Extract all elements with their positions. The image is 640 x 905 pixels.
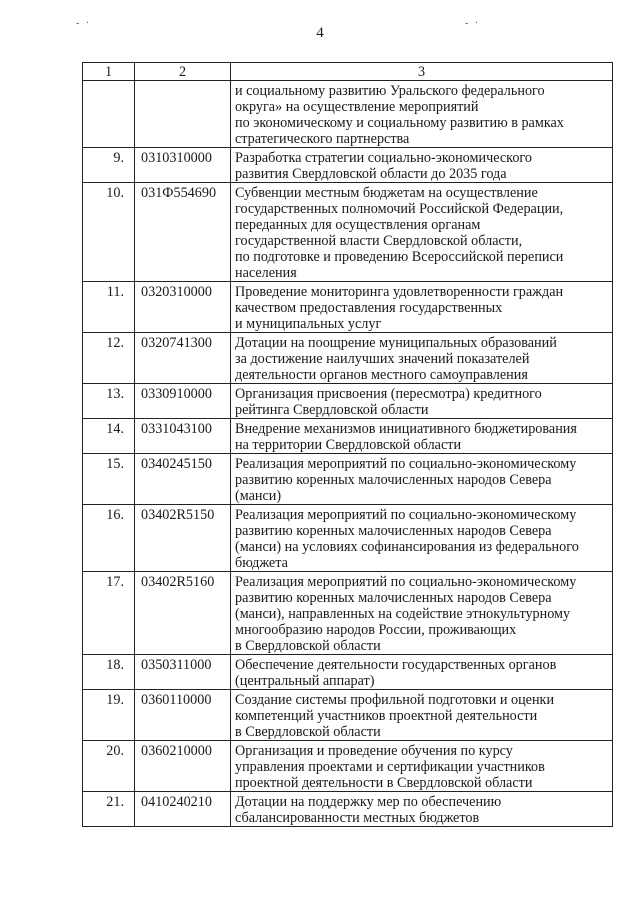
row-number: 17.	[83, 572, 135, 655]
row-code: 0310310000	[135, 148, 231, 183]
row-number: 14.	[83, 419, 135, 454]
row-code: 0331043100	[135, 419, 231, 454]
row-code: 0360210000	[135, 741, 231, 792]
row-number: 10.	[83, 183, 135, 282]
header-col-1: 1	[83, 63, 135, 81]
table-row	[83, 148, 613, 183]
table-row	[83, 384, 613, 419]
row-number: 16.	[83, 505, 135, 572]
table-row	[83, 690, 613, 741]
row-number	[83, 81, 135, 148]
row-number: 12.	[83, 333, 135, 384]
row-description: Организация присвоения (пересмотра) кредитного рейтинга Свердловской области	[231, 384, 613, 419]
row-code: 0360110000	[135, 690, 231, 741]
row-code: 03402R5160	[135, 572, 231, 655]
row-number: 18.	[83, 655, 135, 690]
row-description: Обеспечение деятельности государственных органов (центральный аппарат)	[231, 655, 613, 690]
row-code: 03402R5150	[135, 505, 231, 572]
row-description: Разработка стратегии социально-экономического развития Свердловской области до 2035 года	[231, 148, 613, 183]
row-number: 21.	[83, 792, 135, 827]
row-description: Проведение мониторинга удовлетворенности граждан качеством предоставления государственных и муниципальных услуг	[231, 282, 613, 333]
row-number: 11.	[83, 282, 135, 333]
header-col-3: 3	[231, 63, 613, 81]
row-description: Субвенции местным бюджетам на осуществление государственных полномочий Российской Федерации, переданных для осуществления органам государственной власти Свердловской области, по подготовке и проведению Всероссийской переписи населения	[231, 183, 613, 282]
row-description: Создание системы профильной подготовки и оценки компетенций участников проектной деятельности в Свердловской области	[231, 690, 613, 741]
row-description: Реализация мероприятий по социально-экономическому развитию коренных малочисленных народов Севера (манси)	[231, 454, 613, 505]
header-col-2: 2	[135, 63, 231, 81]
table-row	[83, 333, 613, 384]
table-header-row	[83, 63, 613, 81]
row-code: 0350311000	[135, 655, 231, 690]
row-code	[135, 81, 231, 148]
row-code: 0320741300	[135, 333, 231, 384]
table-row	[83, 741, 613, 792]
row-code: 0410240210	[135, 792, 231, 827]
table-row	[83, 81, 613, 148]
row-description: Реализация мероприятий по социально-экономическому развитию коренных малочисленных народов Севера (манси) на условиях софинансирования из федерального бюджета	[231, 505, 613, 572]
table-row	[83, 419, 613, 454]
page-number: 4	[316, 25, 324, 41]
row-code: 031Ф554690	[135, 183, 231, 282]
row-description: Внедрение механизмов инициативного бюджетирования на территории Свердловской области	[231, 419, 613, 454]
table-row	[83, 792, 613, 827]
row-number: 13.	[83, 384, 135, 419]
row-number: 19.	[83, 690, 135, 741]
row-description: Реализация мероприятий по социально-экономическому развитию коренных малочисленных народов Севера (манси), направленных на содействие этнокультурному многообразию народов России, проживающих в Свердловской области	[231, 572, 613, 655]
row-number: 9.	[83, 148, 135, 183]
table-row	[83, 572, 613, 655]
row-code: 0330910000	[135, 384, 231, 419]
table-row	[83, 505, 613, 572]
row-number: 15.	[83, 454, 135, 505]
table-row	[83, 282, 613, 333]
table-row	[83, 183, 613, 282]
scan-artifact-left: - ·	[76, 18, 92, 29]
scan-artifact-right: - ·	[465, 18, 481, 29]
row-description: Дотации на поддержку мер по обеспечению сбалансированности местных бюджетов	[231, 792, 613, 827]
row-description: Дотации на поощрение муниципальных образований за достижение наилучших значений показателей деятельности органов местного самоуправления	[231, 333, 613, 384]
row-code: 0320310000	[135, 282, 231, 333]
table-row	[83, 655, 613, 690]
row-number: 20.	[83, 741, 135, 792]
row-code: 0340245150	[135, 454, 231, 505]
row-description: и социальному развитию Уральского федерального округа» на осуществление мероприятий по экономическому и социальному развитию в рамках стратегического партнерства	[231, 81, 613, 148]
table-row	[83, 454, 613, 505]
budget-codes-table	[82, 62, 613, 827]
row-description: Организация и проведение обучения по курсу управления проектами и сертификации участников проектной деятельности в Свердловской области	[231, 741, 613, 792]
